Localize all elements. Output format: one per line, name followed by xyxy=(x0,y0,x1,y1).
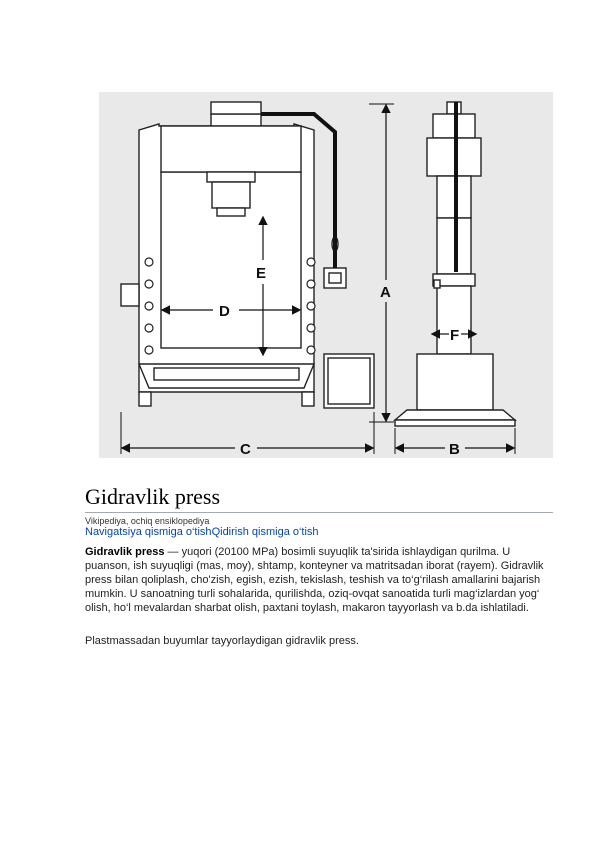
intro-paragraph xyxy=(85,545,555,615)
intro-term: Gidravlik press xyxy=(85,546,165,558)
press-diagram-figure xyxy=(99,92,553,458)
label-e: E xyxy=(256,265,267,282)
jump-to-search-link[interactable]: Qidirish qismiga o‘tish xyxy=(211,526,319,538)
press-diagram xyxy=(99,92,553,458)
jump-links xyxy=(85,526,319,538)
dimension-c xyxy=(121,412,374,458)
jump-to-navigation-link[interactable]: Navigatsiya qismiga o‘tish xyxy=(85,526,212,538)
site-tagline: Vikipediya, ochiq ensiklopediya xyxy=(85,516,210,526)
label-f: F xyxy=(450,327,460,344)
label-b: B xyxy=(449,441,460,458)
image-caption: Plastmassadan buyumlar tayyorlaydigan gidravlik press. xyxy=(85,635,359,647)
label-c: C xyxy=(240,441,251,458)
intro-text: — yuqori (20100 MPa) bosimli suyuqlik ta'sirida ishlaydigan qurilma. U puanson, ish suyuqligi (mas, moy), shtamp, konteyner va matritsadan iborat (rayem). Gidravlik press bilan qoliplash, cho'zish, egish, ezish, tekislash, teshish va to‘g‘rilash amallarini bajarish mumkin. U sanoatning turli sohalarida, qurilishda, oziq-ovqat sanoatida turli mag‘izlardan yog‘ olish, ho‘l mevalardan sharbat olish, paxtani toylash, makaron tayyorlash va b.da ishlatiladi. xyxy=(85,546,544,614)
label-a: A xyxy=(380,284,391,301)
label-d: D xyxy=(219,303,230,320)
dimension-b xyxy=(395,428,515,458)
page-title: Gidravlik press xyxy=(85,484,553,513)
